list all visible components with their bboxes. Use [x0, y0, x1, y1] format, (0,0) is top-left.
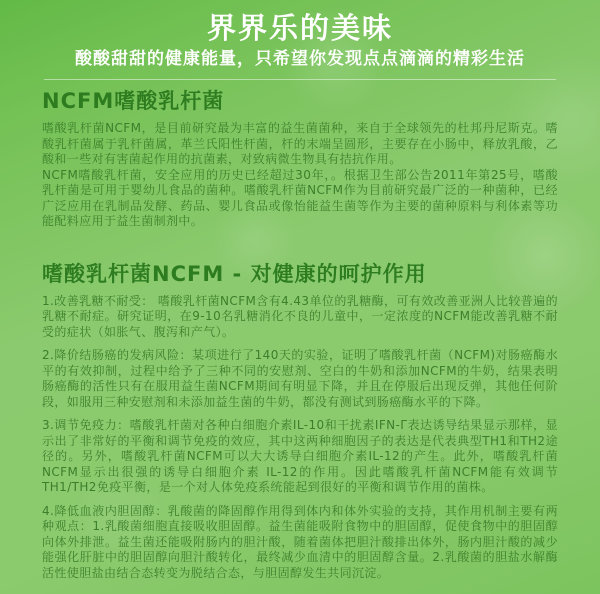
- benefit-paragraph-4: 4.降低血液内胆固醇：乳酸菌的降固醇作用得到体内和体外实验的支持，其作用机制主要有两种观点：1.乳酸菌细胞直接吸收胆固醇。益生菌能吸附食物中的胆固醇，促使食物中的胆固醇向体外排泄。益生菌还能吸附肠内的胆汁酸，随着菌体把胆汁酸排出体外，肠内胆汁酸的减少能强化肝脏中的胆固醇向胆汁酸转化，最终减少血清中的胆固醇含量。2.乳酸菌的胆盐水解酶活性使胆盐由结合态转变为脱结合态，与胆固醇发生共同沉淀。: [42, 503, 558, 580]
- benefit-paragraph-3: 3.调节免疫力：嗜酸乳杆菌对各种白细胞介素IL-10和干扰素IFN-Γ表达诱导结果显示那样，显示出了非常好的平衡和调节免疫的效应，其中这两种细胞因子的表达是代表典型TH1和TH2途径的。另外，嗜酸乳杆菌NCFM可以大大诱导白细胞介素IL-12的产生。此外，嗜酸乳杆菌NCFM显示出很强的诱导白细胞介素 IL-12的作用。因此嗜酸乳杆菌NCFM能有效调节TH1/TH2免疫平衡，是一个对人体免疫系统能起到很好的平衡和调节作用的菌株。: [42, 418, 558, 494]
- section-ncfm-intro: [0, 88, 600, 230]
- page-title: 界界乐的美味: [206, 11, 393, 45]
- section-health-benefits-heading: 嗜酸乳杆菌NCFM - 对健康的呵护作用: [42, 261, 427, 286]
- header-divider: [44, 79, 556, 80]
- section-ncfm-intro-heading: NCFM嗜酸乳杆菌: [42, 89, 225, 113]
- benefit-paragraph-1: 1.改善乳糖不耐受： 嗜酸乳杆菌NCFM含有4.43单位的乳糖酶，可有效改善亚洲人比较普遍的乳糖不耐症。研究证明，在9-10名乳糖消化不良的儿童中，一定浓度的NCFM能改善乳糖不耐受的症状（如胀气、腹泻和产气）。: [42, 293, 558, 339]
- intro-paragraph-2: NCFM嗜酸乳杆菌，安全应用的历史已经超过30年，。根据卫生部公告2011年第25号，嗜酸乳杆菌是可用于婴幼儿食品的菌种。嗜酸乳杆菌NCFM作为目前研究最广泛的一种菌种，已经广泛应用在乳制品发酵、药品、婴儿食品或像怡能益生菌等作为主要的菌种原料与利体素等功能配料应用于益生菌制剂中。: [42, 167, 558, 228]
- benefit-paragraph-2: 2.降价结肠癌的发病风险：某项进行了140天的实验，证明了嗜酸乳杆菌（NCFM)对肠癌酶水平的有效抑制，过程中给予了三种不同的安慰剂、空白的牛奶和添加NCFM的牛奶，结果表明肠癌酶的活性只有在服用益生菌NCFM期间有明显下降，并且在停服后出现反弹，其他任何阶段，如服用三种安慰剂和未添加益生菌的牛奶，都没有测试到肠癌酶水平的下降。: [42, 348, 558, 409]
- page-header: [0, 0, 600, 80]
- page-subtitle: 酸酸甜甜的健康能量，只希望你发现点点滴滴的精彩生活: [75, 49, 525, 69]
- section-health-benefits: [0, 261, 600, 582]
- intro-paragraph-1: 嗜酸乳杆菌NCFM，是目前研究最为丰富的益生菌菌种，来自于全球领先的杜邦丹尼斯克。嗜酸乳杆菌属于乳杆菌属，革兰氏阳性杆菌，杆的末端呈圆形，主要存在小肠中，释放乳酸，乙酸和一些对有害菌起作用的抗菌素，对致病微生物具有拮抗作用。: [42, 121, 558, 166]
